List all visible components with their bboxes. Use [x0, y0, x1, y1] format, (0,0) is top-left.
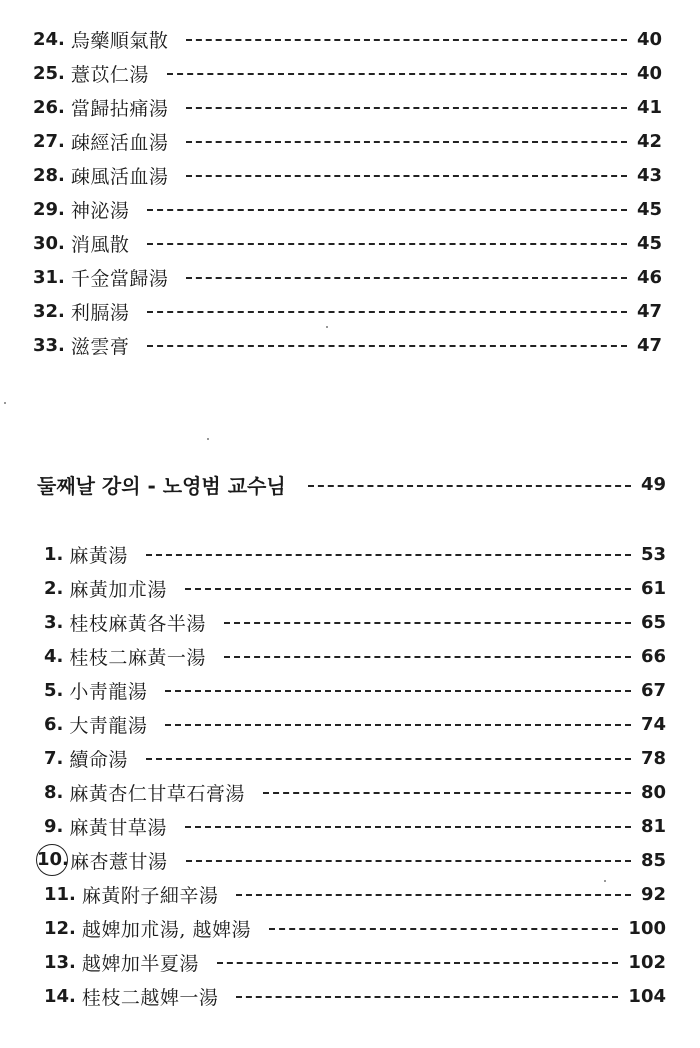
dash-leader	[186, 39, 627, 41]
entry-title: 消風散	[70, 233, 130, 256]
entry-title: 麻黃附子細辛湯	[81, 884, 219, 907]
entry-page-number: 67	[640, 679, 666, 701]
entry-number-circled: 10.	[36, 844, 68, 876]
entry-number: 6.	[44, 713, 64, 735]
scan-speck	[604, 880, 606, 882]
section-heading-page-number: 49	[640, 474, 666, 495]
entry-number: 7.	[44, 747, 64, 769]
toc-entry	[0, 294, 662, 328]
entry-page-number: 61	[640, 577, 666, 599]
entry-number: 28.	[33, 164, 65, 186]
entry-title: 桂枝二越婢一湯	[81, 986, 219, 1009]
toc-entry	[0, 707, 666, 741]
dash-leader	[146, 554, 631, 556]
dash-leader	[186, 107, 627, 109]
entry-page-number: 81	[640, 815, 666, 837]
toc-entry-circled	[0, 843, 666, 877]
entry-title: 烏藥順氣散	[70, 29, 169, 52]
dash-leader	[217, 962, 619, 964]
toc-entry	[0, 537, 666, 571]
scan-speck	[207, 438, 209, 440]
dash-leader	[147, 345, 627, 347]
dash-leader	[186, 141, 627, 143]
scan-speck	[326, 326, 328, 328]
entry-title: 麻黃杏仁甘草石膏湯	[69, 782, 245, 805]
section-heading-title: 둘째날 강의 - 노영범 교수님	[37, 474, 286, 498]
entry-title: 滋雲膏	[70, 335, 130, 358]
toc-entry	[0, 226, 662, 260]
entry-title: 麻黃湯	[69, 544, 128, 567]
dash-leader	[236, 996, 618, 998]
dash-leader	[269, 928, 618, 930]
dash-leader	[186, 277, 627, 279]
entry-page-number: 45	[636, 198, 662, 220]
entry-title: 桂枝麻黃各半湯	[69, 612, 206, 635]
dash-leader	[147, 243, 627, 245]
entry-page-number: 40	[636, 28, 662, 50]
entry-title: 小靑龍湯	[69, 680, 148, 703]
entry-number: 8.	[44, 781, 64, 803]
toc-entry	[0, 945, 666, 979]
entry-number: 5.	[44, 679, 64, 701]
entry-title: 麻黃加朮湯	[69, 578, 167, 601]
entry-title: 疎風活血湯	[70, 165, 169, 188]
entry-title: 越婢加半夏湯	[81, 952, 199, 975]
toc-entry	[0, 809, 666, 843]
entry-page-number: 66	[640, 645, 666, 667]
entry-number: 2.	[44, 577, 64, 599]
scan-speck	[4, 402, 6, 404]
entry-page-number: 74	[640, 713, 666, 735]
toc-entry	[0, 639, 666, 673]
entry-number: 25.	[33, 62, 65, 84]
entry-number: 29.	[33, 198, 65, 220]
entry-page-number: 41	[636, 96, 662, 118]
dash-leader	[236, 894, 631, 896]
entry-number: 9.	[44, 815, 64, 837]
toc-entry	[0, 124, 662, 158]
entry-page-number: 65	[640, 611, 666, 633]
entry-title: 疎經活血湯	[70, 131, 169, 154]
entry-number: 33.	[33, 334, 65, 356]
toc-entry	[0, 22, 662, 56]
dash-leader	[308, 485, 631, 487]
entry-title: 麻黃甘草湯	[69, 816, 167, 839]
toc-entry	[0, 605, 666, 639]
toc-entry	[0, 741, 666, 775]
section-heading	[37, 470, 666, 499]
toc-list-section-2	[0, 537, 700, 1013]
entry-number: 30.	[33, 232, 65, 254]
entry-page-number: 102	[628, 951, 666, 973]
dash-leader	[224, 622, 631, 624]
dash-leader	[186, 860, 631, 862]
toc-list-section-1	[0, 22, 700, 362]
dash-leader	[185, 588, 631, 590]
dash-leader	[165, 724, 631, 726]
entry-number: 24.	[33, 28, 65, 50]
entry-number: 11.	[44, 883, 76, 905]
entry-page-number: 92	[640, 883, 666, 905]
entry-number: 27.	[33, 130, 65, 152]
dash-leader	[224, 656, 631, 658]
toc-entry	[0, 673, 666, 707]
entry-page-number: 85	[640, 849, 666, 871]
entry-title: 大靑龍湯	[69, 714, 148, 737]
entry-title: 續命湯	[69, 748, 128, 771]
entry-title: 薏苡仁湯	[70, 63, 149, 86]
toc-entry	[0, 158, 662, 192]
toc-entry	[0, 979, 666, 1013]
toc-entry	[0, 328, 662, 362]
toc-entry	[0, 775, 666, 809]
dash-leader	[186, 175, 627, 177]
entry-page-number: 43	[636, 164, 662, 186]
dash-leader	[185, 826, 631, 828]
entry-title: 當歸拈痛湯	[70, 97, 169, 120]
entry-title: 麻杏薏甘湯	[70, 850, 168, 873]
entry-number: 4.	[44, 645, 64, 667]
dash-leader	[165, 690, 631, 692]
entry-number: 13.	[44, 951, 76, 973]
entry-page-number: 100	[628, 917, 666, 939]
entry-page-number: 40	[636, 62, 662, 84]
entry-page-number: 47	[636, 300, 662, 322]
entry-page-number: 42	[636, 130, 662, 152]
entry-title: 利膈湯	[70, 301, 130, 324]
toc-entry	[0, 56, 662, 90]
entry-page-number: 78	[640, 747, 666, 769]
dash-leader	[146, 758, 631, 760]
entry-page-number: 104	[628, 985, 666, 1007]
entry-number: 3.	[44, 611, 64, 633]
entry-number: 14.	[44, 985, 76, 1007]
entry-title: 神泌湯	[70, 199, 130, 222]
toc-entry	[0, 877, 666, 911]
entry-page-number: 45	[636, 232, 662, 254]
dash-leader	[167, 73, 627, 75]
entry-page-number: 46	[636, 266, 662, 288]
toc-entry	[0, 911, 666, 945]
entry-number: 12.	[44, 917, 76, 939]
entry-title: 桂枝二麻黃一湯	[69, 646, 206, 669]
entry-page-number: 53	[640, 543, 666, 565]
entry-number: 32.	[33, 300, 65, 322]
entry-number: 31.	[33, 266, 65, 288]
dash-leader	[147, 209, 627, 211]
toc-entry	[0, 192, 662, 226]
toc-entry	[0, 260, 662, 294]
entry-number: 1.	[44, 543, 64, 565]
entry-number: 26.	[33, 96, 65, 118]
entry-title: 越婢加朮湯, 越婢湯	[81, 918, 251, 941]
entry-page-number: 47	[636, 334, 662, 356]
toc-entry	[0, 90, 662, 124]
toc-entry	[0, 571, 666, 605]
entry-page-number: 80	[640, 781, 666, 803]
entry-title: 千金當歸湯	[70, 267, 169, 290]
dash-leader	[147, 311, 627, 313]
dash-leader	[263, 792, 631, 794]
